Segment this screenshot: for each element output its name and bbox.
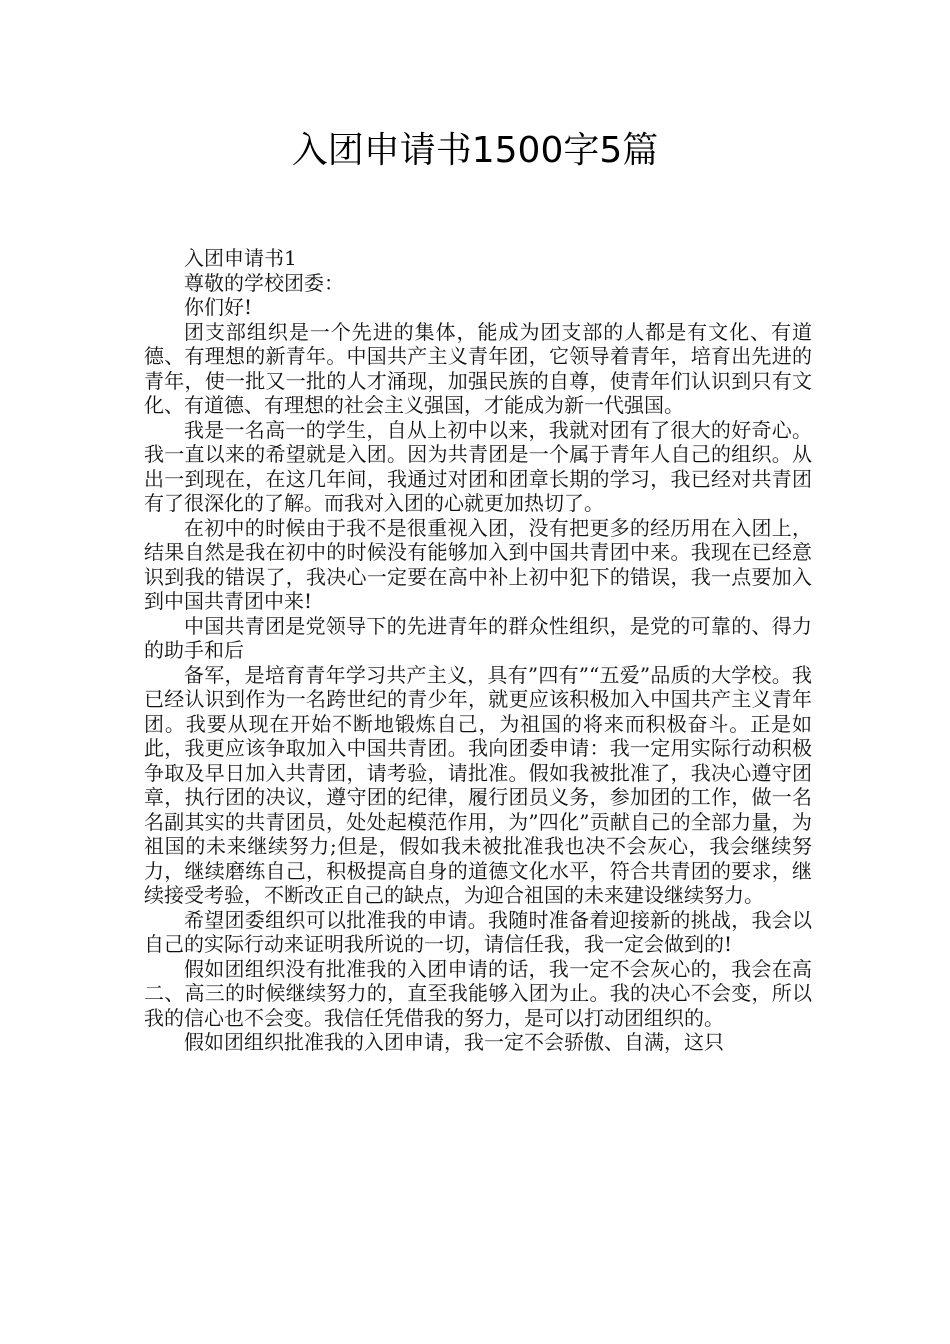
document-title: 入团申请书1500字5篇	[291, 130, 659, 171]
paragraph: 团支部组织是一个先进的集体，能成为团支部的人都是有文化、有道德、有理想的新青年。中国共产主义青年团，它领导着青年，培育出先进的青年，使一批又一批的人才涌现，加强民族的自尊，使青年们认识到只有文化、有道德、有理想的社会主义强国，才能成为新一代强国。	[144, 319, 812, 417]
paragraph: 假如团组织批准我的入团申请，我一定不会骄傲、自满，这只	[184, 1030, 724, 1054]
paragraph: 中国共青团是党领导下的先进青年的群众性组织，是党的可靠的、得力的助手和后	[144, 613, 812, 662]
paragraph-salutation: 尊敬的学校团委：	[184, 270, 344, 295]
paragraph-greeting: 你们好!	[184, 295, 253, 319]
paragraph: 假如团组织没有批准我的入团申请的话，我一定不会灰心的，我会在高二、高三的时候继续努力的，直至我能够入团为止。我的决心不会变，所以我的信心也不会变。我信任凭借我的努力，是可以打动团组织的。	[144, 956, 812, 1030]
paragraph: 备军，是培育青年学习共产主义，具有”四有”“五爱”品质的大学校。我已经认识到作为一名跨世纪的青少年，就更应该积极加入中国共产主义青年团。我要从现在开始不断地锻炼自己，为祖国的将来而积极奋斗。正是如此，我更应该争取加入中国共青团。我向团委申请：我一定用实际行动积极争取及早日加入共青团，请考验，请批准。假如我被批准了，我决心遵守团章，执行团的决议，遵守团的纪律，履行团员义务，参加团的工作，做一名名副其实的共青团员，处处起模范作用，为”四化”贡献自己的全部力量，为祖国的未来继续努力;但是，假如我未被批准我也决不会灰心，我会继续努力，继续磨练自己，积极提高自身的道德文化水平，符合共青团的要求，继续接受考验，不断改正自己的缺点，为迎合祖国的未来建设继续努力。	[144, 662, 812, 907]
paragraph-heading: 入团申请书1	[184, 246, 297, 270]
paragraph: 在初中的时候由于我不是很重视入团，没有把更多的经历用在入团上，结果自然是我在初中的时候没有能够加入到中国共青团中来。我现在已经意识到我的错误了，我决心一定要在高中补上初中犯下的错误，我一点要加入到中国共青团中来!	[144, 515, 812, 613]
paragraph: 希望团委组织可以批准我的申请。我随时准备着迎接新的挑战，我会以自己的实际行动来证明我所说的一切，请信任我，我一定会做到的!	[144, 907, 812, 956]
paragraph: 我是一名高一的学生，自从上初中以来，我就对团有了很大的好奇心。我一直以来的希望就是入团。因为共青团是一个属于青年人自己的组织。从出一到现在，在这几年间，我通过对团和团章长期的学习，我已经对共青团有了很深化的了解。而我对入团的心就更加热切了。	[144, 417, 812, 515]
document-body	[144, 246, 812, 1055]
